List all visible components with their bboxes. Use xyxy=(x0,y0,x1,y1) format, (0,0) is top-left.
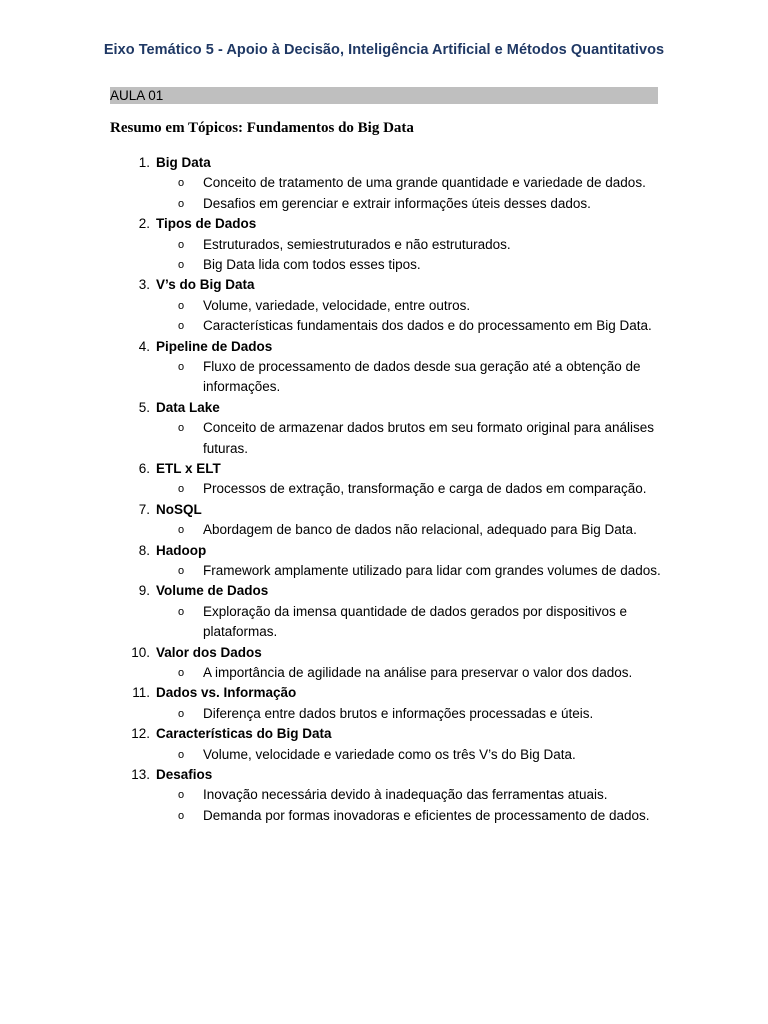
topic-item xyxy=(110,643,670,684)
topic-title: Data Lake xyxy=(156,399,220,415)
sub-item xyxy=(110,520,670,540)
topic-item xyxy=(110,765,670,826)
topic-heading xyxy=(110,724,670,744)
topic-item xyxy=(110,398,670,459)
topic-item xyxy=(110,581,670,642)
sub-item-list xyxy=(110,561,670,581)
topic-title: Dados vs. Informação xyxy=(156,685,297,701)
topic-item xyxy=(110,275,670,336)
bullet-icon: o xyxy=(178,197,185,210)
topic-item xyxy=(110,153,670,214)
bullet-icon: o xyxy=(178,299,185,312)
sub-item-list xyxy=(110,418,670,459)
sub-item-text: A importância de agilidade na análise para preservar o valor dos dados. xyxy=(203,665,633,680)
sub-item-text: Estruturados, semiestruturados e não estruturados. xyxy=(203,236,511,252)
sub-item xyxy=(110,785,670,805)
bullet-icon: o xyxy=(178,320,185,333)
bullet-icon: o xyxy=(178,524,185,537)
sub-item xyxy=(110,704,670,724)
topic-number: 1. xyxy=(138,155,150,170)
topic-number: 11. xyxy=(132,685,150,701)
sub-item-list xyxy=(110,520,670,540)
sub-item-text: Volume, variedade, velocidade, entre outros. xyxy=(203,297,471,313)
sub-item xyxy=(110,255,670,275)
topic-title: Volume de Dados xyxy=(156,583,269,599)
sub-item-text: Demanda por formas inovadoras e eficientes de processamento de dados. xyxy=(203,807,650,823)
topic-number: 4. xyxy=(138,338,150,354)
topic-number: 7. xyxy=(138,501,150,517)
topic-heading xyxy=(110,214,670,234)
topic-number: 3. xyxy=(138,277,150,293)
sub-item-text: Características fundamentais dos dados e do processamento em Big Data. xyxy=(203,318,652,334)
topic-number: 9. xyxy=(138,583,150,599)
sub-item-list xyxy=(110,235,670,276)
sub-item-text: Conceito de armazenar dados brutos em seu formato original para análises futuras. xyxy=(203,420,654,456)
sub-item-list xyxy=(110,357,670,398)
sub-item xyxy=(110,479,670,499)
sub-item xyxy=(110,663,670,683)
sub-item-text: Abordagem de banco de dados não relacional, adequado para Big Data. xyxy=(203,522,637,538)
sub-item xyxy=(110,357,670,398)
topic-item xyxy=(110,683,670,724)
sub-item xyxy=(110,316,670,336)
sub-item-text: Processos de extração, transformação e carga de dados em comparação. xyxy=(203,481,647,497)
sub-item-list xyxy=(110,704,670,724)
topic-item xyxy=(110,459,670,500)
sub-item xyxy=(110,745,670,765)
topic-title: Pipeline de Dados xyxy=(156,338,273,354)
sub-item-text: Framework amplamente utilizado para lidar com grandes volumes de dados. xyxy=(203,563,661,578)
topic-list xyxy=(110,153,670,826)
topic-title: Tipos de Dados xyxy=(156,216,257,232)
topic-title: Características do Big Data xyxy=(156,726,332,742)
bullet-icon: o xyxy=(178,748,185,761)
topic-heading xyxy=(110,398,670,418)
topic-title: Hadoop xyxy=(156,542,207,558)
topic-number: 2. xyxy=(138,216,150,232)
topic-title: Big Data xyxy=(156,155,211,170)
topic-heading xyxy=(110,459,670,479)
sub-item-list xyxy=(110,745,670,765)
bullet-icon: o xyxy=(178,238,185,251)
sub-item-text: Fluxo de processamento de dados desde sua geração até a obtenção de informações. xyxy=(203,359,641,395)
sub-item-list xyxy=(110,173,670,214)
sub-item xyxy=(110,235,670,255)
sub-item xyxy=(110,296,670,316)
sub-item-text: Diferença entre dados brutos e informações processadas e úteis. xyxy=(203,705,594,721)
bullet-icon: o xyxy=(178,707,185,720)
sub-item-list xyxy=(110,785,670,826)
topic-title: ETL x ELT xyxy=(156,461,221,477)
sub-item xyxy=(110,418,670,459)
sub-item-text: Conceito de tratamento de uma grande quantidade e variedade de dados. xyxy=(203,175,646,191)
topic-heading xyxy=(110,337,670,357)
bullet-icon: o xyxy=(178,565,185,577)
sub-item xyxy=(110,602,670,643)
topic-item xyxy=(110,541,670,582)
sub-item-list xyxy=(110,602,670,643)
sub-item-text: Big Data lida com todos esses tipos. xyxy=(203,257,421,272)
topic-heading xyxy=(110,500,670,520)
sub-item-list xyxy=(110,663,670,683)
topic-heading xyxy=(110,153,670,173)
topic-number: 12. xyxy=(131,726,150,742)
topic-heading xyxy=(110,683,670,703)
lesson-bar xyxy=(110,87,658,104)
topic-item xyxy=(110,337,670,398)
topic-item xyxy=(110,724,670,765)
sub-item-list xyxy=(110,296,670,337)
sub-item-text: Volume, velocidade e variedade como os três V’s do Big Data. xyxy=(203,746,576,762)
sub-item xyxy=(110,806,670,826)
sub-item xyxy=(110,173,670,193)
topic-title: Valor dos Dados xyxy=(156,644,262,660)
bullet-icon: o xyxy=(178,789,185,802)
topic-heading xyxy=(110,765,670,785)
topic-number: 5. xyxy=(138,399,150,415)
bullet-icon: o xyxy=(178,667,185,679)
topic-item xyxy=(110,500,670,541)
bullet-icon: o xyxy=(178,605,185,618)
page-header: Eixo Temático 5 - Apoio à Decisão, Inteligência Artificial e Métodos Quantitativos xyxy=(103,42,665,58)
topic-title: NoSQL xyxy=(156,501,202,517)
topic-title: Desafios xyxy=(156,767,213,782)
bullet-icon: o xyxy=(178,177,185,190)
topic-heading xyxy=(110,541,670,561)
topic-heading xyxy=(110,581,670,601)
bullet-icon: o xyxy=(178,809,185,822)
topic-number: 8. xyxy=(138,542,150,558)
topic-heading xyxy=(110,643,670,663)
bullet-icon: o xyxy=(178,483,185,496)
topic-heading xyxy=(110,275,670,295)
topic-number: 10. xyxy=(131,644,150,660)
topic-number: 13. xyxy=(131,767,150,782)
document-title: Resumo em Tópicos: Fundamentos do Big Data xyxy=(110,120,414,136)
lesson-label: AULA 01 xyxy=(110,88,164,103)
bullet-icon: o xyxy=(178,361,185,373)
sub-item xyxy=(110,194,670,214)
sub-item-list xyxy=(110,479,670,499)
bullet-icon: o xyxy=(178,259,185,271)
topic-number: 6. xyxy=(138,461,150,477)
sub-item-text: Inovação necessária devido à inadequação das ferramentas atuais. xyxy=(203,787,608,803)
topic-title: V’s do Big Data xyxy=(156,277,255,293)
topic-item xyxy=(110,214,670,275)
sub-item-text: Exploração da imensa quantidade de dados gerados por dispositivos e plataformas. xyxy=(203,603,628,640)
bullet-icon: o xyxy=(178,422,185,435)
sub-item-text: Desafios em gerenciar e extrair informações úteis desses dados. xyxy=(203,195,591,211)
sub-item xyxy=(110,561,670,581)
